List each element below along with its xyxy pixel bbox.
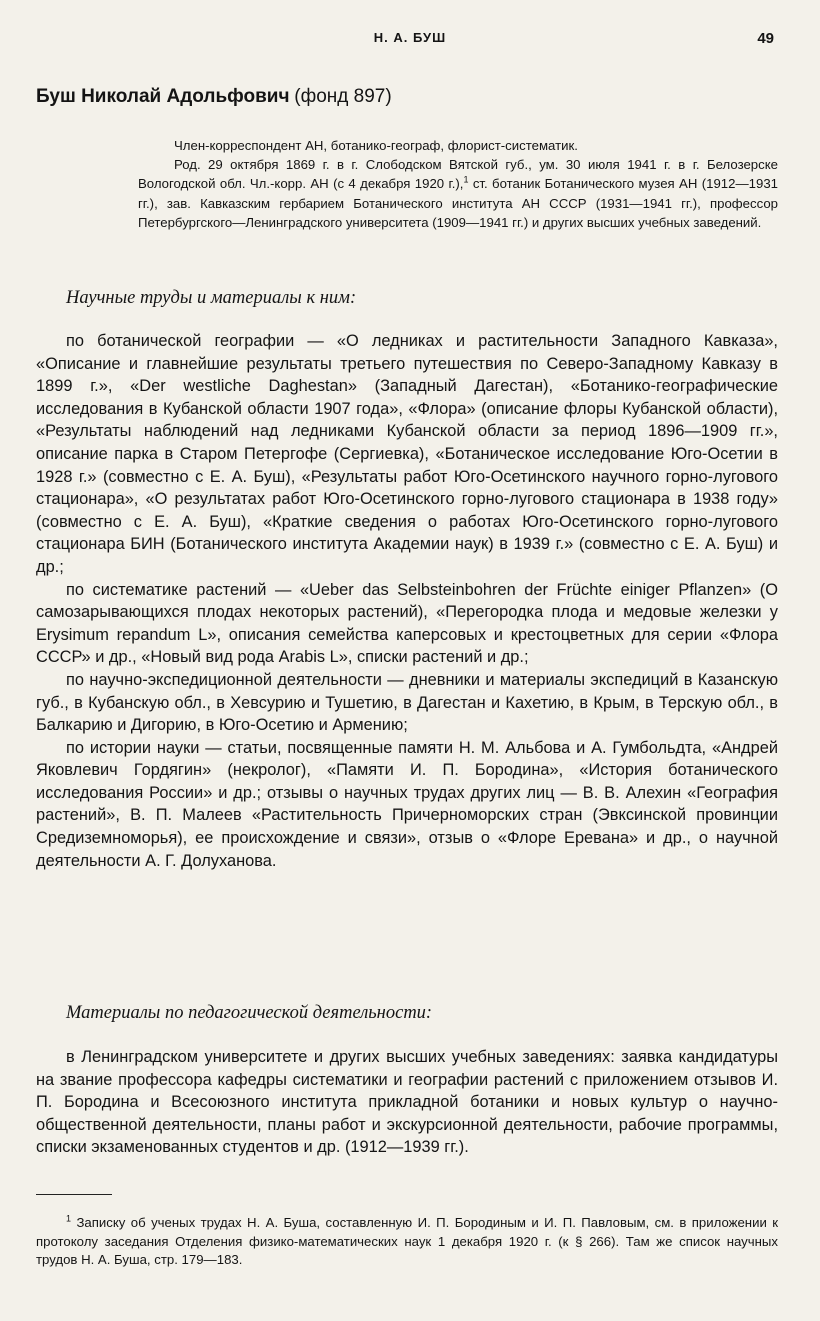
running-head (0, 30, 820, 52)
person-name: Буш Николай Адольфович (36, 86, 290, 107)
bio-paragraph (138, 155, 778, 232)
paragraph-pedagogical: в Ленинградском университете и других высших учебных заведениях: заявка кандидатуры на звание профессора кафедры систематики и географии растений с приложением отзывов И. П. Бородина и Всесоюзного института прикладной ботаники и новых культур о научно-общественной деятельности, планы работ и экскурсионной деятельности, рабочие программы, списки экзаменованных студентов и др. (1912—1939 гг.). (36, 1048, 778, 1157)
fond-number: (фонд 897) (294, 86, 392, 107)
bio-text-before-note: Род. 29 октября 1869 г. в г. Слободском Вятской губ., ум. 30 июля 1941 г. в г. Белозерске Вологодской обл. Чл.-корр. АН (с 4 декабря 1920 г.), (138, 157, 778, 192)
paragraph-history-of-science: по истории науки — статьи, посвященные памяти Н. М. Альбова и А. Гумбольдта, «Андрей Яковлевич Гордягин» (некролог), «Памяти И. П. Бородина», «История ботанического исследования России» и др.; отзывы о научных трудах других лиц — В. В. Алехин «География растений», В. П. Малеев «Растительность Причерноморских стран (Эвксинской провинции Средиземноморья), ее происхождение и связи», отзыв о «Флоре Еревана» и др., о научной деятельности А. Г. Долуханова. (36, 738, 778, 870)
section-title-pedagogical: Материалы по педагогической деятельности: (66, 1003, 433, 1023)
scientific-works-text (36, 330, 778, 872)
paragraph-expeditions: по научно-экспедиционной деятельности — дневники и материалы экспедиций в Казанскую губ., в Кубанскую обл., в Хевсурию и Тушетию, в Дагестан и Кахетию, в Крым, в Терскую обл., в Балкарию и Дигорию, в Юго-Осетию и Армению; (36, 670, 778, 735)
footnote-reference: 1 (463, 175, 469, 186)
entry-heading (36, 86, 796, 108)
pedagogical-text (36, 1046, 778, 1159)
footnote (36, 1214, 778, 1270)
footnote-divider (36, 1194, 112, 1195)
footnote-text: Записку об ученых трудах Н. А. Буша, составленную И. П. Бородиным и И. П. Павловым, см. в приложении к протоколу заседания Отделения физико-математических наук 1 декабря 1920 г. (к § 266). Там же список научных трудов Н. А. Буша, стр. 179—183. (36, 1215, 778, 1268)
page-number: 49 (757, 30, 774, 47)
section-title-scientific-works: Научные труды и материалы к ним: (66, 288, 357, 308)
footnote-paragraph (36, 1214, 778, 1270)
footnote-mark: 1 (66, 1213, 72, 1224)
bio-text-after-note: ст. ботаник Ботанического музея АН (1912—1931 гг.), зав. Кавказским гербарием Ботанического института АН СССР (1931—1941 гг.), профессор Петербургского—Ленинградского университета (1909—1941 гг.) и других высших учебных заведений. (138, 176, 778, 230)
paragraph-plant-systematics: по систематике растений — «Ueber das Selbsteinbohren der Früchte einiger Pflanzen» (О самозарывающихся плодах некоторых растений), «Перегородка плода и медовые железки у Erysimum repandum L», описания семейства каперсовых и крестоцветных для серии «Флора СССР» и др., «Новый вид рода Arabis L», списки растений и др.; (36, 580, 778, 667)
bio-line-1: Член-корреспондент АН, ботанико-географ, флорист-систематик. (174, 138, 578, 153)
running-head-title: Н. А. БУШ (373, 30, 447, 45)
biography-block (138, 136, 778, 232)
paragraph-botanical-geography: по ботанической географии — «О ледниках и растительности Западного Кавказа», «Описание и главнейшие результаты третьего путешествия по Северо-Западному Кавказу в 1899 г.», «Der westliche Daghestan» (Западный Дагестан), «Ботанико-географические исследования в Кубанской области 1907 года», «Флора» (описание флоры Кубанской области), «Результаты наблюдений над ледниками Кубанской области за период 1896—1909 гг.», описание парка в Старом Петергофе (Сергиевка), «Ботаническое исследование Юго-Осетии в 1928 г.» (совместно с Е. А. Буш), «Результаты работ Юго-Осетинского научного горно-лугового стационара», «О результатах работ Юго-Осетинского горно-лугового стационара в 1938 году» (совместно с Е. А. Буш), «Краткие сведения о работах Юго-Осетинского горно-лугового стационара БИН (Ботанического института Академии наук) в 1939 г.» (совместно с Е. А. Буш) и др.; (36, 332, 778, 576)
